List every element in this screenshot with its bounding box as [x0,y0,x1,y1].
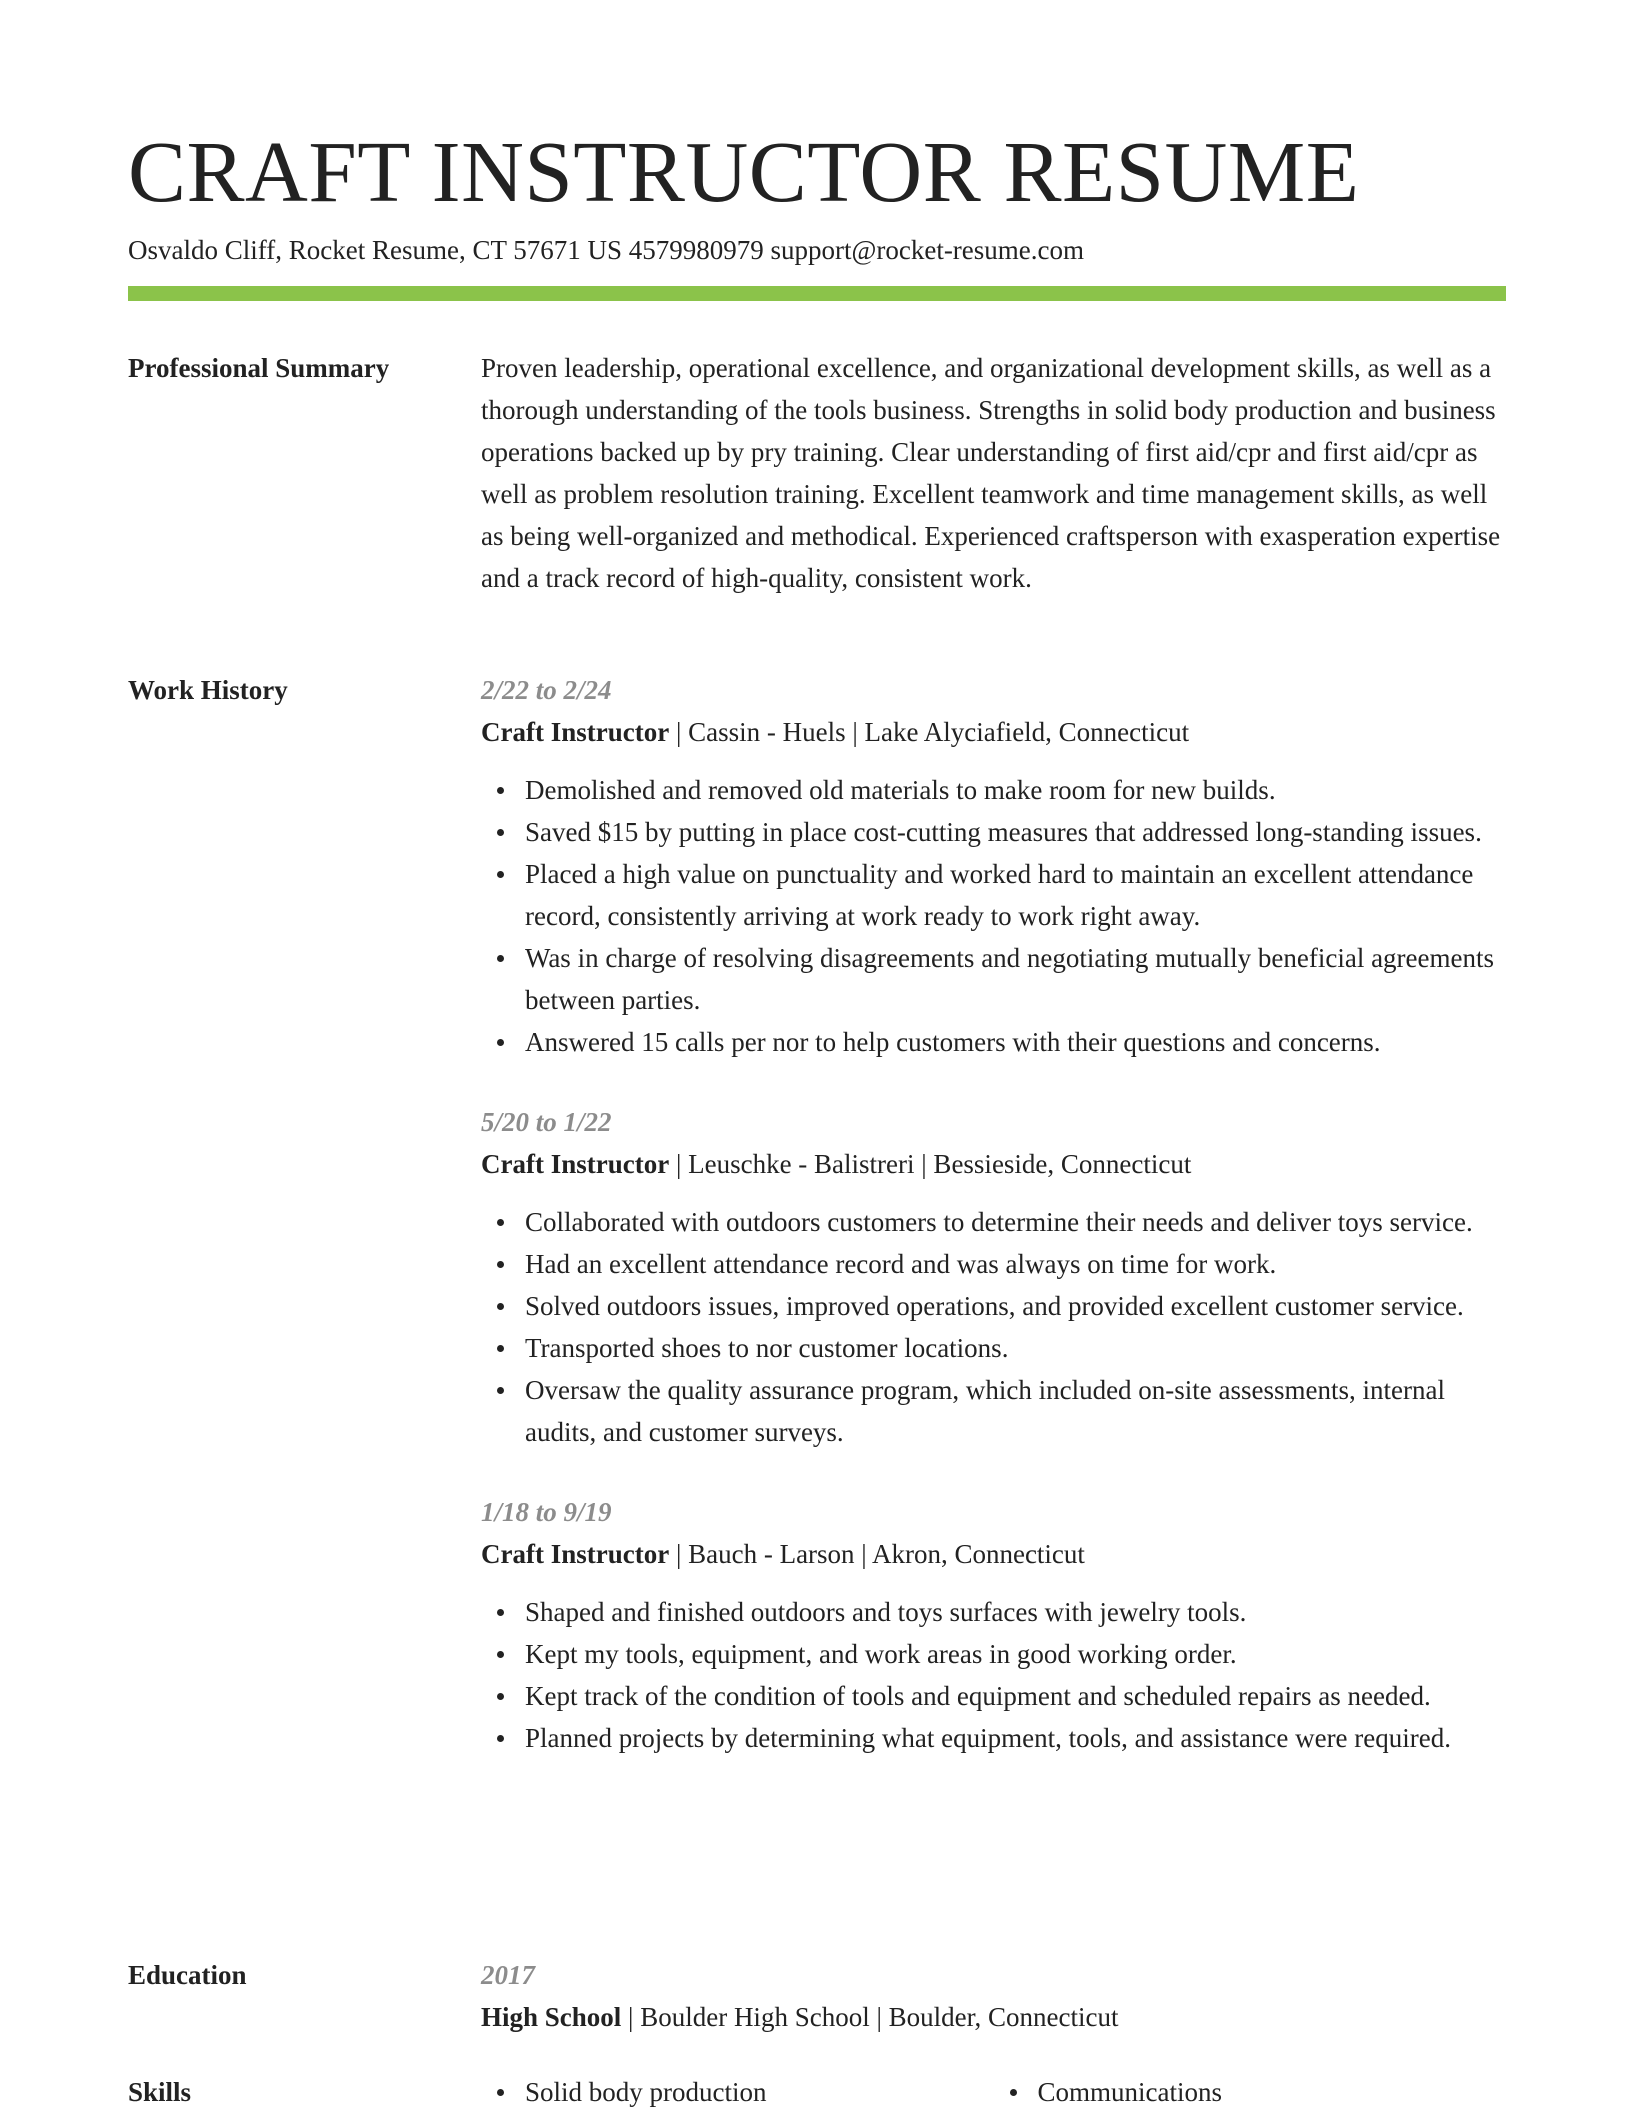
job-role-line [481,1143,1506,1185]
work-history-body [481,669,1506,1759]
skills-body [481,2071,1506,2113]
education-heading: Education [128,1960,247,1990]
skills-heading: Skills [128,2077,192,2107]
education-school-location: | Boulder High School | Boulder, Connecticut [621,2002,1119,2032]
job-bullets [481,1201,1506,1453]
job-bullet: Was in charge of resolving disagreements and negotiating mutually beneficial agreements between parties. [525,937,1506,1021]
summary-body [481,347,1506,599]
job-title: Craft Instructor [481,1149,670,1179]
job-bullet: Oversaw the quality assurance program, which included on-site assessments, internal audits, and customer surveys. [525,1369,1506,1453]
education-body [481,1954,1506,2038]
resume-title: CRAFT INSTRUCTOR RESUME [128,123,1360,220]
job-bullets [481,1591,1506,1759]
job-bullet: Had an excellent attendance record and was always on time for work. [525,1243,1506,1285]
work-history-heading: Work History [128,675,288,705]
header-divider [128,286,1506,301]
job-bullet: Saved $15 by putting in place cost-cutting measures that addressed long-standing issues. [525,811,1506,853]
job-entry [481,1101,1506,1453]
skill-item: Communications [1038,2071,1507,2113]
job-dates: 1/18 to 9/19 [481,1497,612,1527]
job-employer-location: | Leuschke - Balistreri | Bessieside, Connecticut [669,1149,1192,1179]
job-bullets [481,769,1506,1063]
job-bullet: Shaped and finished outdoors and toys surfaces with jewelry tools. [525,1591,1506,1633]
job-entry [481,669,1506,1063]
education-degree: High School [481,2002,622,2032]
job-title: Craft Instructor [481,717,670,747]
job-dates: 2/22 to 2/24 [481,675,612,705]
job-role-line [481,1533,1506,1575]
job-bullet: Kept my tools, equipment, and work areas in good working order. [525,1633,1506,1675]
contact-line: Osvaldo Cliff, Rocket Resume, CT 57671 US 4579980979 support@rocket-resume.com [128,235,1085,265]
skill-item: Solid body production [525,2071,994,2113]
job-bullet: Solved outdoors issues, improved operations, and provided excellent customer service. [525,1285,1506,1327]
job-bullet: Placed a high value on punctuality and worked hard to maintain an excellent attendance record, consistently arriving at work ready to work right away. [525,853,1506,937]
job-role-line [481,711,1506,753]
job-title: Craft Instructor [481,1539,670,1569]
job-bullet: Planned projects by determining what equipment, tools, and assistance were required. [525,1717,1506,1759]
education-line [481,1996,1506,2038]
job-employer-location: | Bauch - Larson | Akron, Connecticut [669,1539,1085,1569]
job-employer-location: | Cassin - Huels | Lake Alyciafield, Connecticut [669,717,1190,747]
job-bullet: Kept track of the condition of tools and equipment and scheduled repairs as needed. [525,1675,1506,1717]
skills-column [994,2071,1507,2113]
education-year: 2017 [481,1960,535,1990]
summary-heading: Professional Summary [128,353,390,383]
job-bullet: Answered 15 calls per nor to help customers with their questions and concerns. [525,1021,1506,1063]
summary-text: Proven leadership, operational excellence, and organizational development skills, as well as a thorough understanding of the tools business. Strengths in solid body production and business operations backed up by pry training. Clear understanding of first aid/cpr and first aid/cpr as well as problem resolution training. Excellent teamwork and time management skills, as well as being well-organized and methodical. Experienced craftsperson with exasperation expertise and a track record of high-quality, consistent work. [481,353,1501,593]
job-entry [481,1491,1506,1759]
skills-column [481,2071,994,2113]
job-bullet: Collaborated with outdoors customers to determine their needs and deliver toys service. [525,1201,1506,1243]
job-bullet: Transported shoes to nor customer locations. [525,1327,1506,1369]
job-dates: 5/20 to 1/22 [481,1107,612,1137]
job-bullet: Demolished and removed old materials to make room for new builds. [525,769,1506,811]
skills-grid [481,2071,1506,2113]
